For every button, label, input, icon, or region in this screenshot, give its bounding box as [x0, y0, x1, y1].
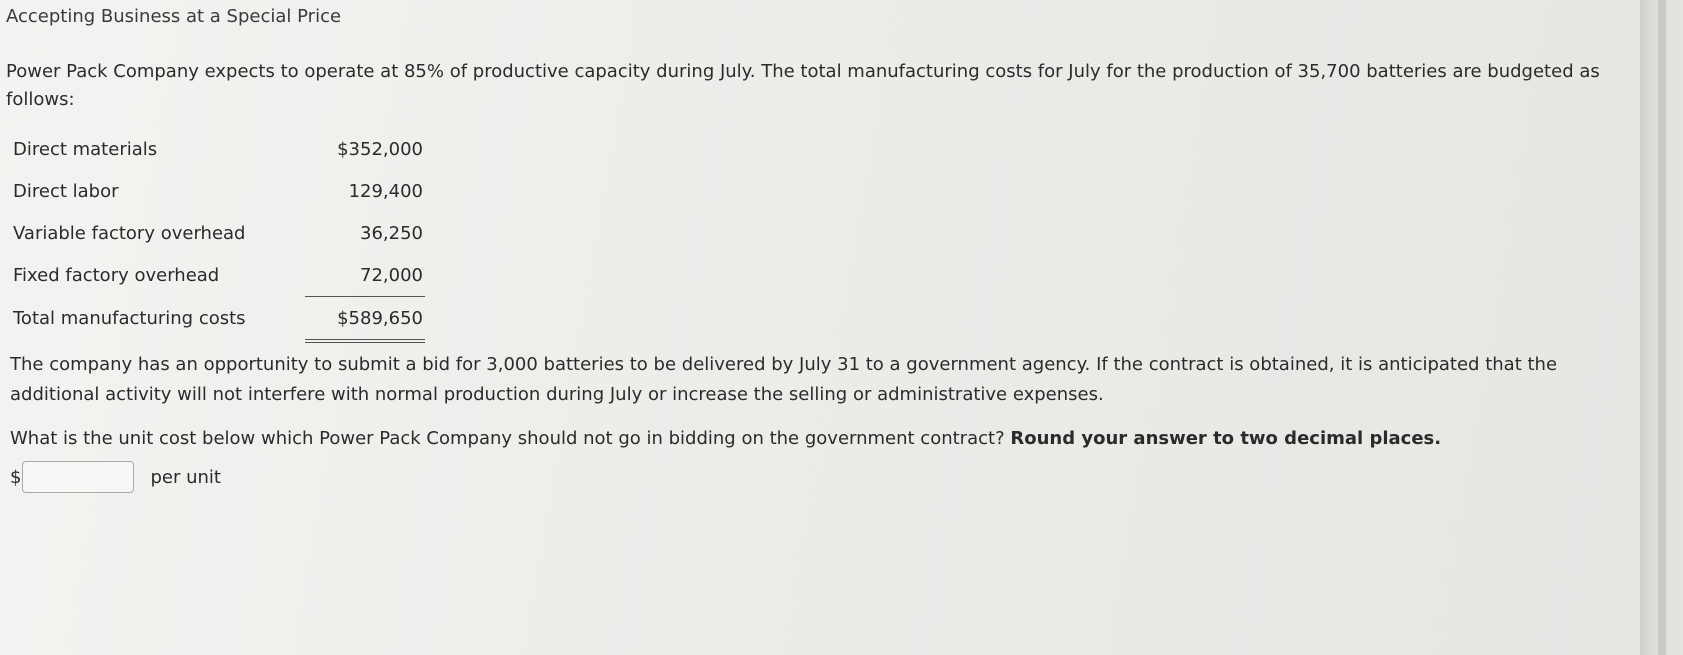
cost-label: Direct labor — [13, 180, 119, 202]
total-label: Total manufacturing costs — [13, 308, 246, 330]
total-amount: $589,650 — [305, 297, 425, 342]
total-row — [10, 297, 425, 342]
cost-amount: 72,000 — [305, 254, 425, 297]
answer-row — [10, 459, 221, 495]
table-row — [10, 128, 425, 170]
scrollbar-track[interactable] — [1658, 0, 1666, 655]
cost-label: Variable factory overhead — [13, 222, 246, 244]
table-row — [10, 254, 425, 297]
page-title: Accepting Business at a Special Price — [6, 6, 342, 27]
page-edge — [1640, 0, 1683, 655]
table-row — [10, 170, 425, 212]
cost-label: Direct materials — [13, 138, 158, 160]
question-body: What is the unit cost below which Power Pack Company should not go in bidding on the government contract? — [10, 428, 1005, 449]
manufacturing-costs-table — [10, 128, 425, 343]
currency-symbol: $ — [10, 466, 22, 488]
unit-cost-input[interactable] — [22, 461, 134, 493]
cost-label: Fixed factory overhead — [13, 264, 220, 286]
cost-amount: 36,250 — [360, 222, 423, 244]
cost-amount: $352,000 — [337, 138, 423, 160]
intro-paragraph: Power Pack Company expects to operate at 85% of productive capacity during July. The total manufacturing costs for July for the production of 35,700 batteries are budgeted as follows: — [6, 61, 1600, 110]
unit-label: per unit — [150, 466, 221, 488]
cost-amount: 129,400 — [348, 180, 423, 202]
table-row — [10, 212, 425, 254]
bid-opportunity-paragraph: The company has an opportunity to submit a bid for 3,000 batteries to be delivered by July 31 to a government agency. If the contract is obtained, it is anticipated that the additional activity will not interfere with normal production during July or increase the selling or administrative expenses. — [10, 354, 1558, 405]
rounding-instruction: Round your answer to two decimal places. — [1010, 428, 1442, 449]
question-text — [10, 428, 1441, 449]
